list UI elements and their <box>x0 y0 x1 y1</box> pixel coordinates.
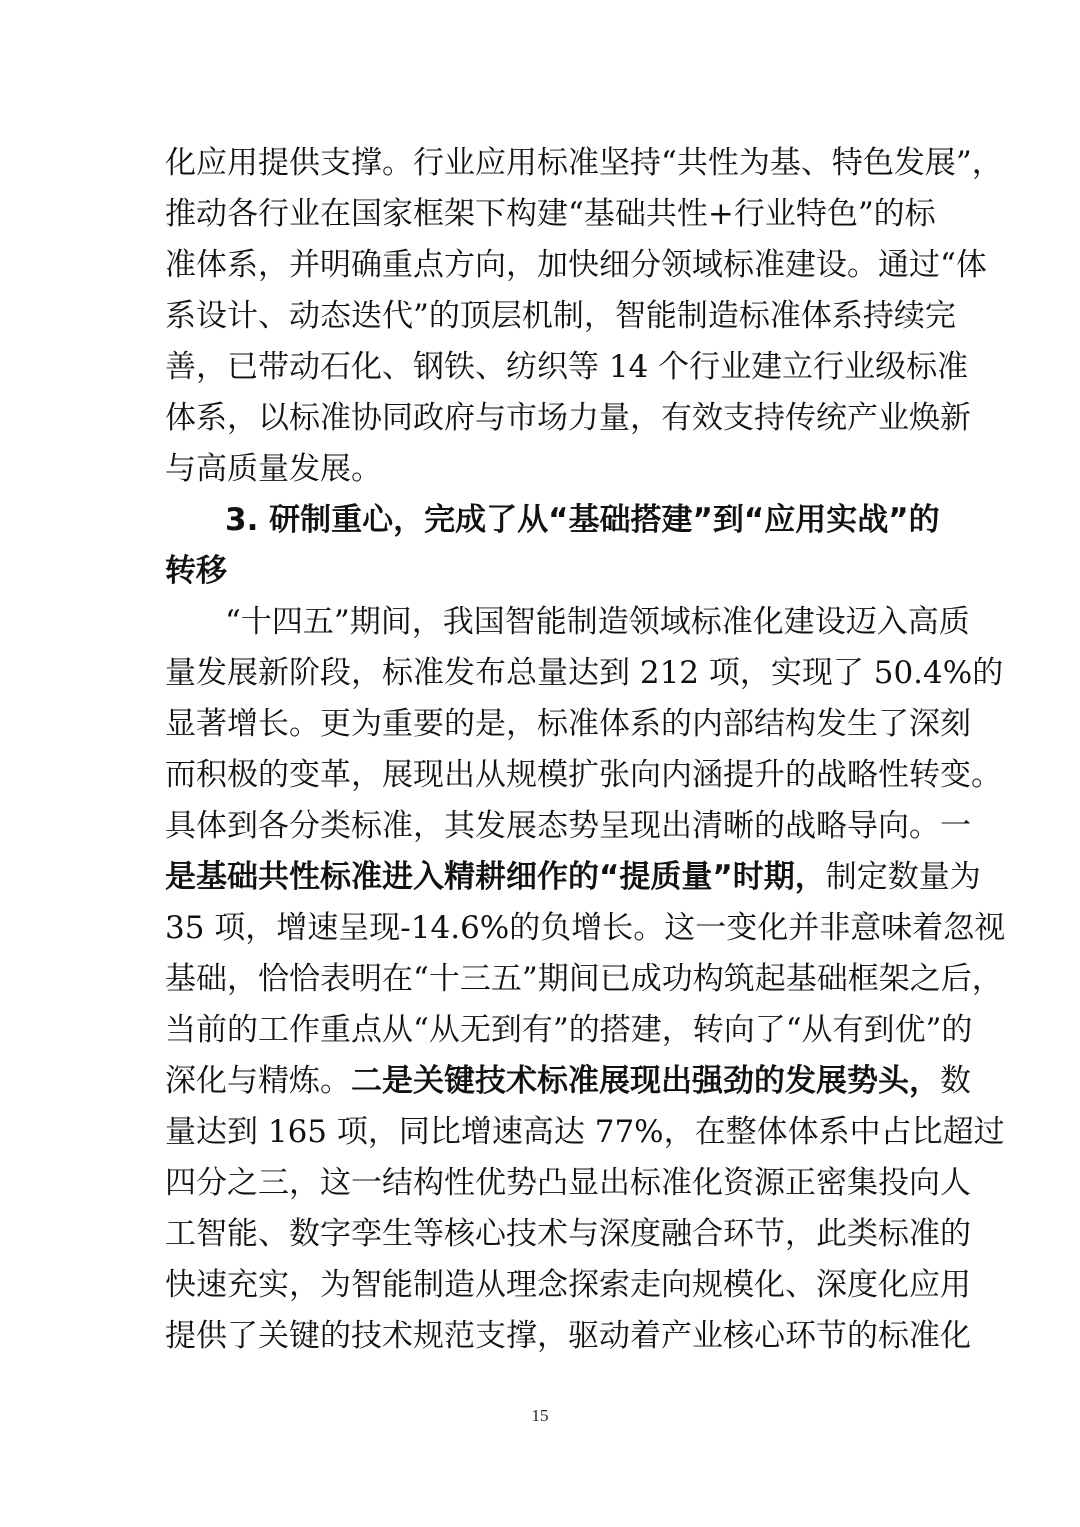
paragraph-line: 量发展新阶段，标准发布总量达到 212 项，实现了 50.4%的 <box>165 655 1004 691</box>
paragraph-line-mixed <box>165 1061 971 1101</box>
paragraph-line: 快速充实，为智能制造从理念探索走向规模化、深度化应用 <box>165 1267 971 1303</box>
paragraph-line: 提供了关键的技术规范支撑，驱动着产业核心环节的标准化 <box>165 1318 971 1354</box>
paragraph-line: 准体系，并明确重点方向，加快细分领域标准建设。通过“体 <box>165 247 987 283</box>
paragraph-line: “十四五”期间，我国智能制造领域标准化建设迈入高质 <box>225 604 970 640</box>
paragraph-line: 工智能、数字孪生等核心技术与深度融合环节，此类标准的 <box>165 1216 971 1252</box>
paragraph-line: 而积极的变革，展现出从规模扩张向内涵提升的战略性转变。 <box>165 757 1002 793</box>
paragraph-line: 当前的工作重点从“从无到有”的搭建，转向了“从有到优”的 <box>165 1012 973 1048</box>
paragraph-line: 显著增长。更为重要的是，标准体系的内部结构发生了深刻 <box>165 706 971 742</box>
paragraph-line-mixed <box>165 857 981 897</box>
paragraph-line: 善，已带动石化、钢铁、纺织等 14 个行业建立行业级标准 <box>165 349 969 385</box>
paragraph-text: 深化与精炼。 <box>165 1063 351 1099</box>
paragraph-line: 具体到各分类标准，其发展态势呈现出清晰的战略导向。一 <box>165 808 971 844</box>
paragraph-line: 与高质量发展。 <box>165 451 382 487</box>
bold-emphasis: 是基础共性标准进入精耕细作的“提质量”时期， <box>165 859 826 895</box>
bold-emphasis: 二是关键技术标准展现出强劲的发展势头， <box>351 1063 940 1099</box>
section-heading-continued: 转移 <box>165 553 227 589</box>
paragraph-line: 基础，恰恰表明在“十三五”期间已成功构筑起基础框架之后， <box>165 961 1003 997</box>
paragraph-line: 量达到 165 项，同比增速高达 77%，在整体体系中占比超过 <box>165 1114 1005 1150</box>
paragraph-line: 体系，以标准协同政府与市场力量，有效支持传统产业焕新 <box>165 400 971 436</box>
page-number: 15 <box>531 1406 549 1425</box>
paragraph-line: 系设计、动态迭代”的顶层机制，智能制造标准体系持续完 <box>165 298 956 334</box>
paragraph-line: 35 项，增速呈现-14.6%的负增长。这一变化并非意味着忽视 <box>165 910 1006 946</box>
paragraph-line: 推动各行业在国家框架下构建“基础共性+行业特色”的标 <box>165 196 936 232</box>
paragraph-text: 数 <box>940 1063 971 1099</box>
paragraph-line: 四分之三，这一结构性优势凸显出标准化资源正密集投向人 <box>165 1165 971 1201</box>
paragraph-line: 化应用提供支撑。行业应用标准坚持“共性为基、特色发展”， <box>165 145 1003 181</box>
paragraph-text: 制定数量为 <box>825 859 981 895</box>
section-heading: 3. 研制重心，完成了从“基础搭建”到“应用实战”的 <box>225 502 940 538</box>
